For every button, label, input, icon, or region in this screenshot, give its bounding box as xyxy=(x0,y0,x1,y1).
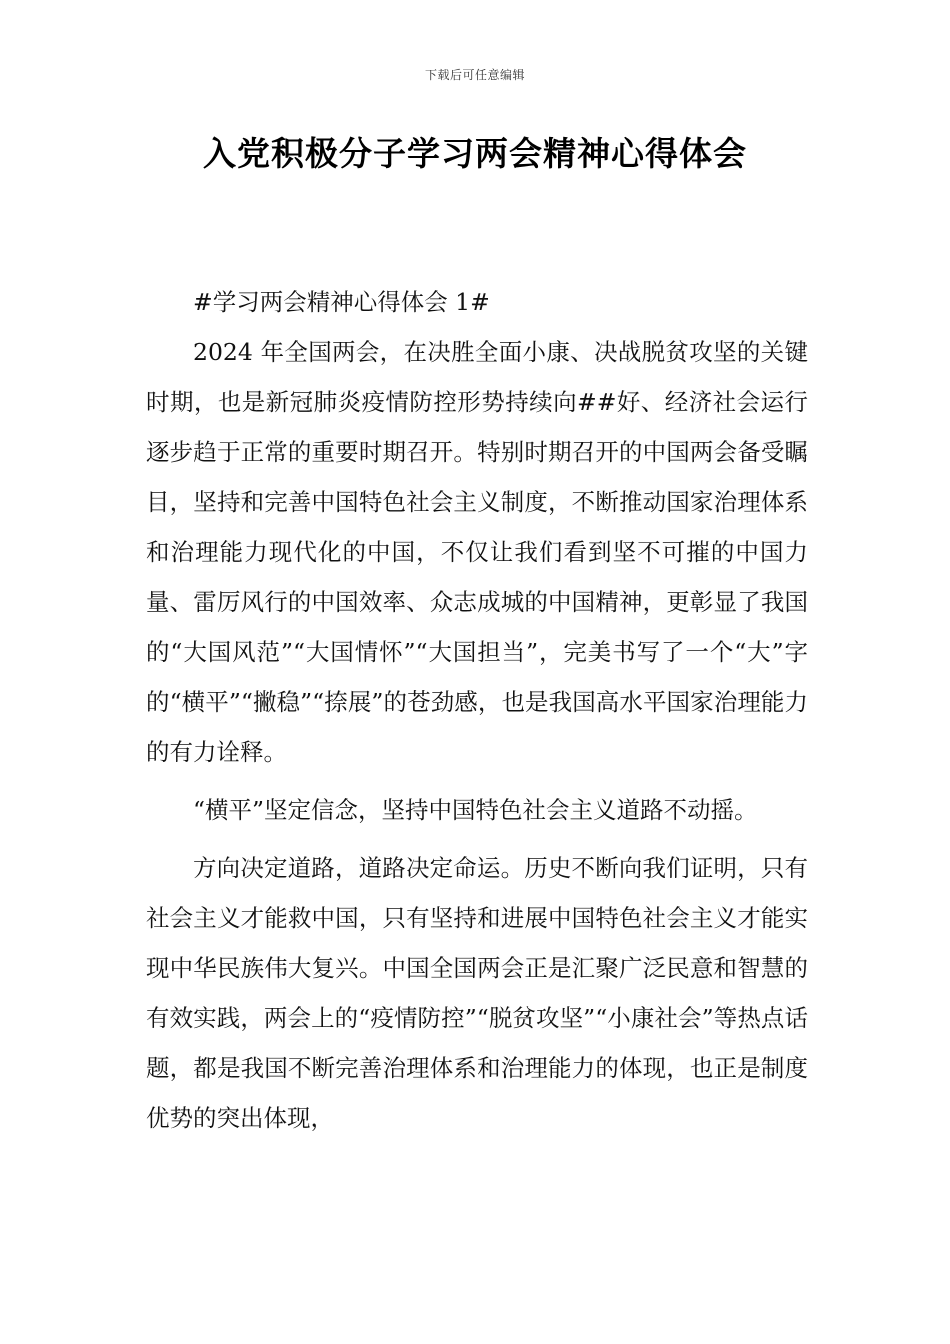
section-heading: #学习两会精神心得体会 1# xyxy=(193,288,490,316)
body-paragraph: 2024 年全国两会，在决胜全面小康、决战脱贫攻坚的关键时期，也是新冠肺炎疫情防控形势持续向##好、经济社会运行逐步趋于正常的重要时期召开。特别时期召开的中国两会备受瞩目，坚持和完善中国特色社会主义制度，不断推动国家治理体系和治理能力现代化的中国，不仅让我们看到坚不可摧的中国力量、雷厉风行的中国效率、众志成城的中国精神，更彰显了我国的“大国风范”“大国情怀”“大国担当”，完美书写了一个“大”字的“横平”“撇稳”“捺展”的苍劲感，也是我国高水平国家治理能力的有力诠释。 xyxy=(146,338,808,766)
body-paragraph: 方向决定道路，道路决定命运。历史不断向我们证明，只有社会主义才能救中国，只有坚持和进展中国特色社会主义才能实现中华民族伟大复兴。中国全国两会正是汇聚广泛民意和智慧的有效实践，两会上的“疫情防控”“脱贫攻坚”“小康社会”等热点话题，都是我国不断完善治理体系和治理能力的体现，也正是制度优势的突出体现， xyxy=(146,854,808,1132)
document-title: 入党积极分子学习两会精神心得体会 xyxy=(203,134,747,173)
body-paragraph: “横平”坚定信念，坚持中国特色社会主义道路不动摇。 xyxy=(193,796,758,824)
header-note: 下载后可任意编辑 xyxy=(424,68,525,82)
document-body xyxy=(146,277,808,1143)
